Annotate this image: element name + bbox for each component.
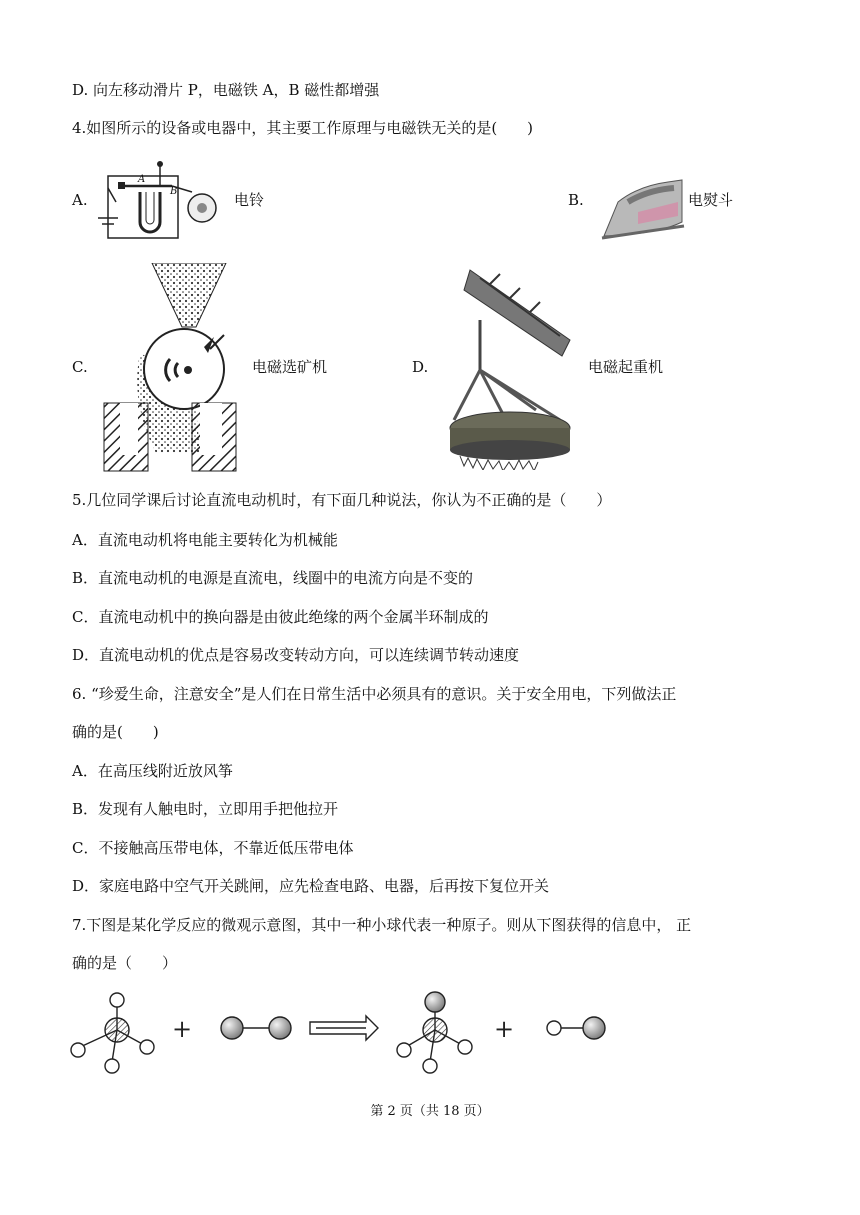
q4-option-a-label: 电铃 xyxy=(234,191,265,209)
q4-option-c-letter: C. xyxy=(72,358,88,376)
magnetic-separator-diagram xyxy=(100,263,240,475)
q5-option-a: A．直流电动机将电能主要转化为机械能 xyxy=(72,531,338,549)
q6-option-a: A．在高压线附近放风筝 xyxy=(72,762,233,780)
q4-stem: 4.如图所示的设备或电器中，其主要工作原理与电磁铁无关的是( ) xyxy=(72,119,534,137)
q6-option-d: D．家庭电路中空气开关跳闸，应先检查电路、电器，后再按下复位开关 xyxy=(72,877,550,895)
q5-option-b: B．直流电动机的电源是直流电，线圈中的电流方向是不变的 xyxy=(72,569,474,587)
q4-option-a-letter: A. xyxy=(72,191,88,209)
q7-stem-line2: 确的是（ ） xyxy=(72,954,178,972)
q4-option-d-label: 电磁起重机 xyxy=(588,358,664,376)
q4-option-c-label: 电磁选矿机 xyxy=(252,358,328,376)
q6-stem-line2: 确的是( ) xyxy=(72,723,159,741)
plus-sign-1: + xyxy=(172,1015,193,1043)
electric-bell-diagram xyxy=(92,158,222,248)
q5-option-c: C．直流电动机中的换向器是由彼此绝缘的两个金属半环制成的 xyxy=(72,608,489,626)
bell-label-b: B xyxy=(170,186,178,197)
q7-stem-line1: 7.下图是某化学反应的微观示意图，其中一种小球代表一种原子。则从下图获得的信息中， 正 xyxy=(72,916,692,934)
reaction-diagram xyxy=(66,990,626,1076)
q6-option-b: B．发现有人触电时，立即用手把他拉开 xyxy=(72,800,339,818)
q4-option-b-letter: B. xyxy=(568,191,584,209)
q3-option-d: D. 向左移动滑片 P，电磁铁 A，B 磁性都增强 xyxy=(72,81,380,99)
q4-option-b-label: 电熨斗 xyxy=(688,191,734,209)
q4-option-d-letter: D. xyxy=(412,358,429,376)
page-footer: 第 2 页（共 18 页） xyxy=(370,1104,490,1119)
q5-option-d: D．直流电动机的优点是容易改变转动方向，可以连续调节转动速度 xyxy=(72,646,520,664)
bell-label-a: A xyxy=(138,174,146,185)
plus-sign-2: + xyxy=(494,1015,515,1043)
q5-stem: 5.几位同学课后讨论直流电动机时，有下面几种说法，你认为不正确的是（ ） xyxy=(72,491,612,509)
q6-option-c: C．不接触高压带电体，不靠近低压带电体 xyxy=(72,839,354,857)
q6-stem-line1: 6. “珍爱生命，注意安全”是人们在日常生活中必须具有的意识。关于安全用电，下列做法正 xyxy=(72,685,677,703)
electromagnetic-crane-image xyxy=(440,260,580,470)
electric-iron-image xyxy=(598,172,686,242)
